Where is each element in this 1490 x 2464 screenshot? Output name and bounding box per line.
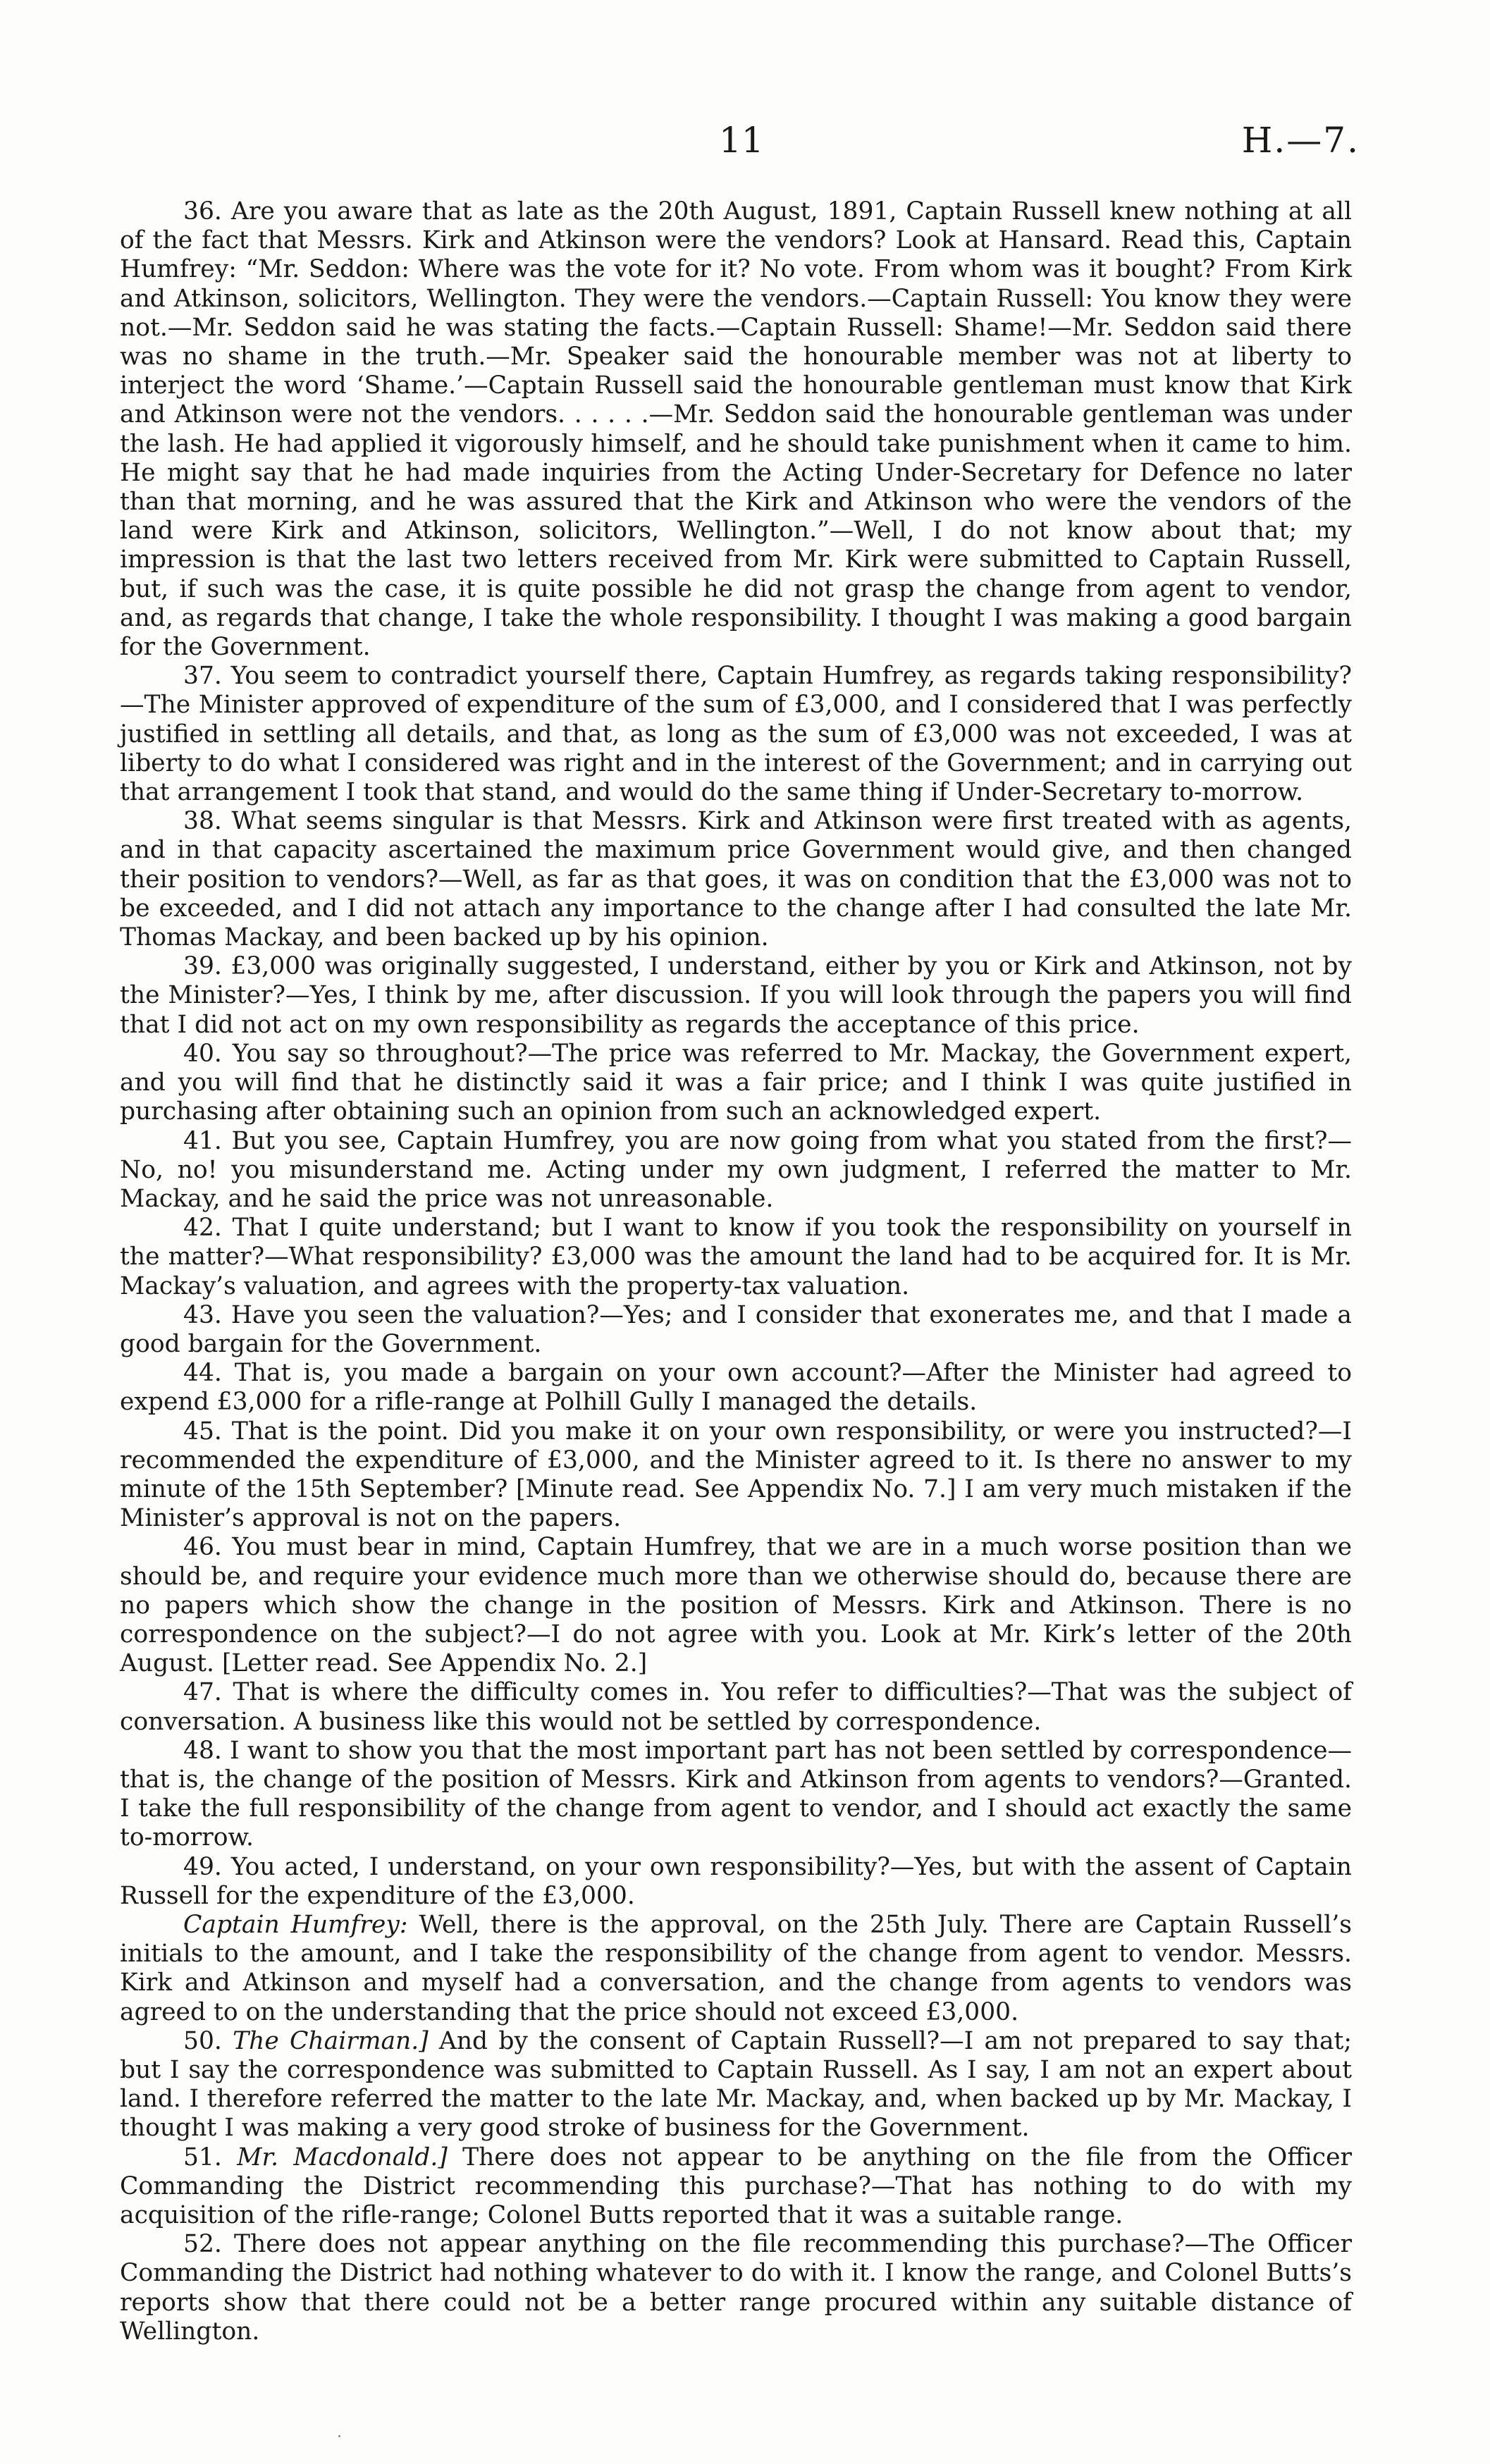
question-text: There does not appear to be anything on the file from the Officer Commanding the District recommending this purchase?—That has nothing to do with my acquisition of the rifle-range; Colonel Butts reported that it was a suitable range. [120,2143,1353,2230]
question-41 [120,1127,1352,1214]
question-text: That is where the difficulty comes in. You refer to difficulties?—That was the subject of conversation. A business like this would not be settled by correspondence. [120,1678,1352,1736]
question-48 [120,1737,1352,1853]
question-number: 50. [183,2026,222,2055]
question-number: 36. [183,197,222,226]
question-text: Are you aware that as late as the 20th August, 1891, Captain Russell knew nothing at all of the fact that Messrs. Kirk and Atkinson were the vendors? Look at Hansard. Read this, Captain Humfrey: “Mr. Seddon: Where was the vote for it? No vote. From whom was it bought? From Kirk and Atkinson, solicitors, Wellington. They were the vendors.—Captain Russell: You know they were not.—Mr. Seddon said he was stating the facts.—Captain Russell: Shame!—Mr. Seddon said there was no shame in the truth.—Mr. Speaker said the honourable member was not at liberty to interject the word ‘Shame.’—Captain Russell said the honourable gentleman must know that Kirk and Atkinson were not the vendors. . . . . .—Mr. Seddon said the honourable gentleman was under the lash. He had applied it vigorously himself, and he should take punishment when it came to him. He might say that he had made inquiries from the Acting Under-Secretary for Defence no later than that morning, and he was assured that the Kirk and Atkinson who were the vendors of the land were Kirk and Atkinson, solicitors, Wellington.”—Well, I do not know about that; my impression is that the last two letters received from Mr. Kirk were submitted to Captain Russell, but, if such was the case, it is quite possible he did not grasp the change from agent to vendor, and, as regards that change, I take the whole responsibility. I thought I was making a good bargain for the Government. [120,197,1352,662]
question-47 [120,1678,1352,1736]
question-text: There does not appear anything on the file recommending this purchase?—The Officer Commanding the District had nothing whatever to do with it. I know the range, and Colonel Butts’s reports show that there could not be a better range procured within any suitable distance of Wellington. [120,2230,1352,2346]
question-number: 37. [183,662,222,691]
question-text: You acted, I understand, on your own responsibility?—Yes, but with the assent of Captain Russell for the expenditure of the £3,000. [120,1852,1352,1910]
question-text: Have you seen the valuation?—Yes; and I consider that exonerates me, and that I made a good bargain for the Government. [120,1300,1352,1358]
question-number: 43. [183,1300,222,1329]
question-text: You must bear in mind, Captain Humfrey, that we are in a much worse position than we should be, and require your evidence much more than we otherwise should do, because there are no papers which show the change in the position of Messrs. Kirk and Atkinson. There is no correspondence on the subject?—I do not agree with you. Look at Mr. Kirk’s letter of the 20th August. [Letter read. See Appendix No. 2.] [120,1533,1352,1678]
question-text: And by the consent of Captain Russell?—I am not prepared to say that; but I say the correspondence was submitted to Captain Russell. As I say, I am not an expert about land. I therefore referred the matter to the late Mr. Mackay, and, when backed up by Mr. Mackay, I thought I was making a very good stroke of business for the Government. [120,2026,1353,2143]
page-number: 11 [719,120,764,161]
paper-speck [338,2435,340,2437]
question-text: That I quite understand; but I want to know if you took the responsibility on yourself in the matter?—What responsibility? £3,000 was the amount the land had to be acquired for. It is Mr. Mackay’s valuation, and agrees with the property-tax valuation. [120,1214,1353,1300]
question-text: What seems singular is that Messrs. Kirk and Atkinson were first treated with as agents, and in that capacity ascertained the maximum price Government would give, and then changed their position to vendors?—Well, as far as that goes, it was on condition that the £3,000 was not to be exceeded, and I did not attach any importance to the change after I had consulted the late Mr. Thomas Mackay, and been backed up by his opinion. [120,807,1352,952]
question-text: That is, you made a bargain on your own account?—After the Minister had agreed to expend £3,000 for a rifle-range at Polhill Gully I managed the details. [120,1359,1352,1417]
speaker-label: Captain Humfrey: [183,1910,408,1939]
question-40 [120,1040,1352,1127]
question-number: 45. [183,1417,222,1446]
question-text: You seem to contradict yourself there, Captain Humfrey, as regards taking responsibility?—The Minister approved of expenditure of the sum of £3,000, and I considered that I was perfectly justified in settling all details, and that, as long as the sum of £3,000 was not exceeded, I was at liberty to do what I considered was right and in the interest of the Government; and in carrying out that arrangement I took that stand, and would do the same thing if Under-Secretary to-morrow. [120,662,1353,807]
question-52 [120,2230,1352,2346]
speaker-label: Mr. Macdonald.] [237,2143,448,2172]
question-text: That is the point. Did you make it on your own responsibility, or were you instructed?—I recommended the expenditure of £3,000, and the Minister agreed to it. Is there no answer to my minute of the 15th September? [Minute read. See Appendix No. 7.] I am very much mistaken if the Minister’s approval is not on the papers. [120,1417,1352,1533]
question-number: 51. [183,2143,222,2172]
question-number: 47. [183,1678,222,1707]
question-46 [120,1533,1352,1678]
question-number: 44. [183,1359,222,1388]
question-42 [120,1214,1352,1301]
question-36 [120,197,1352,662]
question-text: But you see, Captain Humfrey, you are now going from what you stated from the first?—No, no! you misunderstand me. Acting under my own judgment, I referred the matter to Mr. Mackay, and he said the price was not unreasonable. [120,1126,1352,1213]
question-number: 38. [183,807,222,836]
question-51 [120,2143,1352,2231]
question-44 [120,1359,1352,1417]
statement-captain-humfrey [120,1911,1352,2027]
question-50 [120,2027,1352,2143]
question-39 [120,952,1352,1040]
question-number: 42. [183,1214,222,1243]
question-text: You say so throughout?—The price was referred to Mr. Mackay, the Government expert, and you will find that he distinctly said it was a fair price; and I think I was quite justified in purchasing after obtaining such an opinion from such an acknowledged expert. [120,1039,1353,1126]
speaker-label: The Chairman.] [233,2026,429,2055]
question-38 [120,807,1352,952]
page-header [0,120,1490,176]
question-number: 41. [183,1126,222,1155]
question-text: I want to show you that the most important part has not been settled by correspondence—that is, the change of the position of Messrs. Kirk and Atkinson from agents to vendors?—Granted. I take the full responsibility of the change from agent to vendor, and I should act exactly the same to-morrow. [120,1736,1352,1852]
question-number: 46. [183,1533,222,1562]
statement-text: Well, there is the approval, on the 25th July. There are Captain Russell’s initials to the amount, and I take the responsibility of the change from agent to vendor. Messrs. Kirk and Atkinson and myself had a conversation, and the change from agents to vendors was agreed to on the understanding that the price should not exceed £3,000. [120,1910,1353,2026]
question-number: 40. [183,1039,222,1068]
evidence-body [120,197,1352,2346]
question-45 [120,1417,1352,1534]
question-text: £3,000 was originally suggested, I understand, either by you or Kirk and Atkinson, not by the Minister?—Yes, I think by me, after discussion. If you will look through the papers you will find that I did not act on my own responsibility as regards the acceptance of this price. [120,952,1353,1039]
document-reference: H.—7. [1241,120,1360,161]
question-number: 39. [183,952,222,981]
question-49 [120,1853,1352,1911]
question-37 [120,662,1352,807]
question-number: 48. [183,1736,222,1765]
question-number: 52. [183,2230,222,2259]
question-43 [120,1301,1352,1359]
question-number: 49. [183,1852,222,1881]
